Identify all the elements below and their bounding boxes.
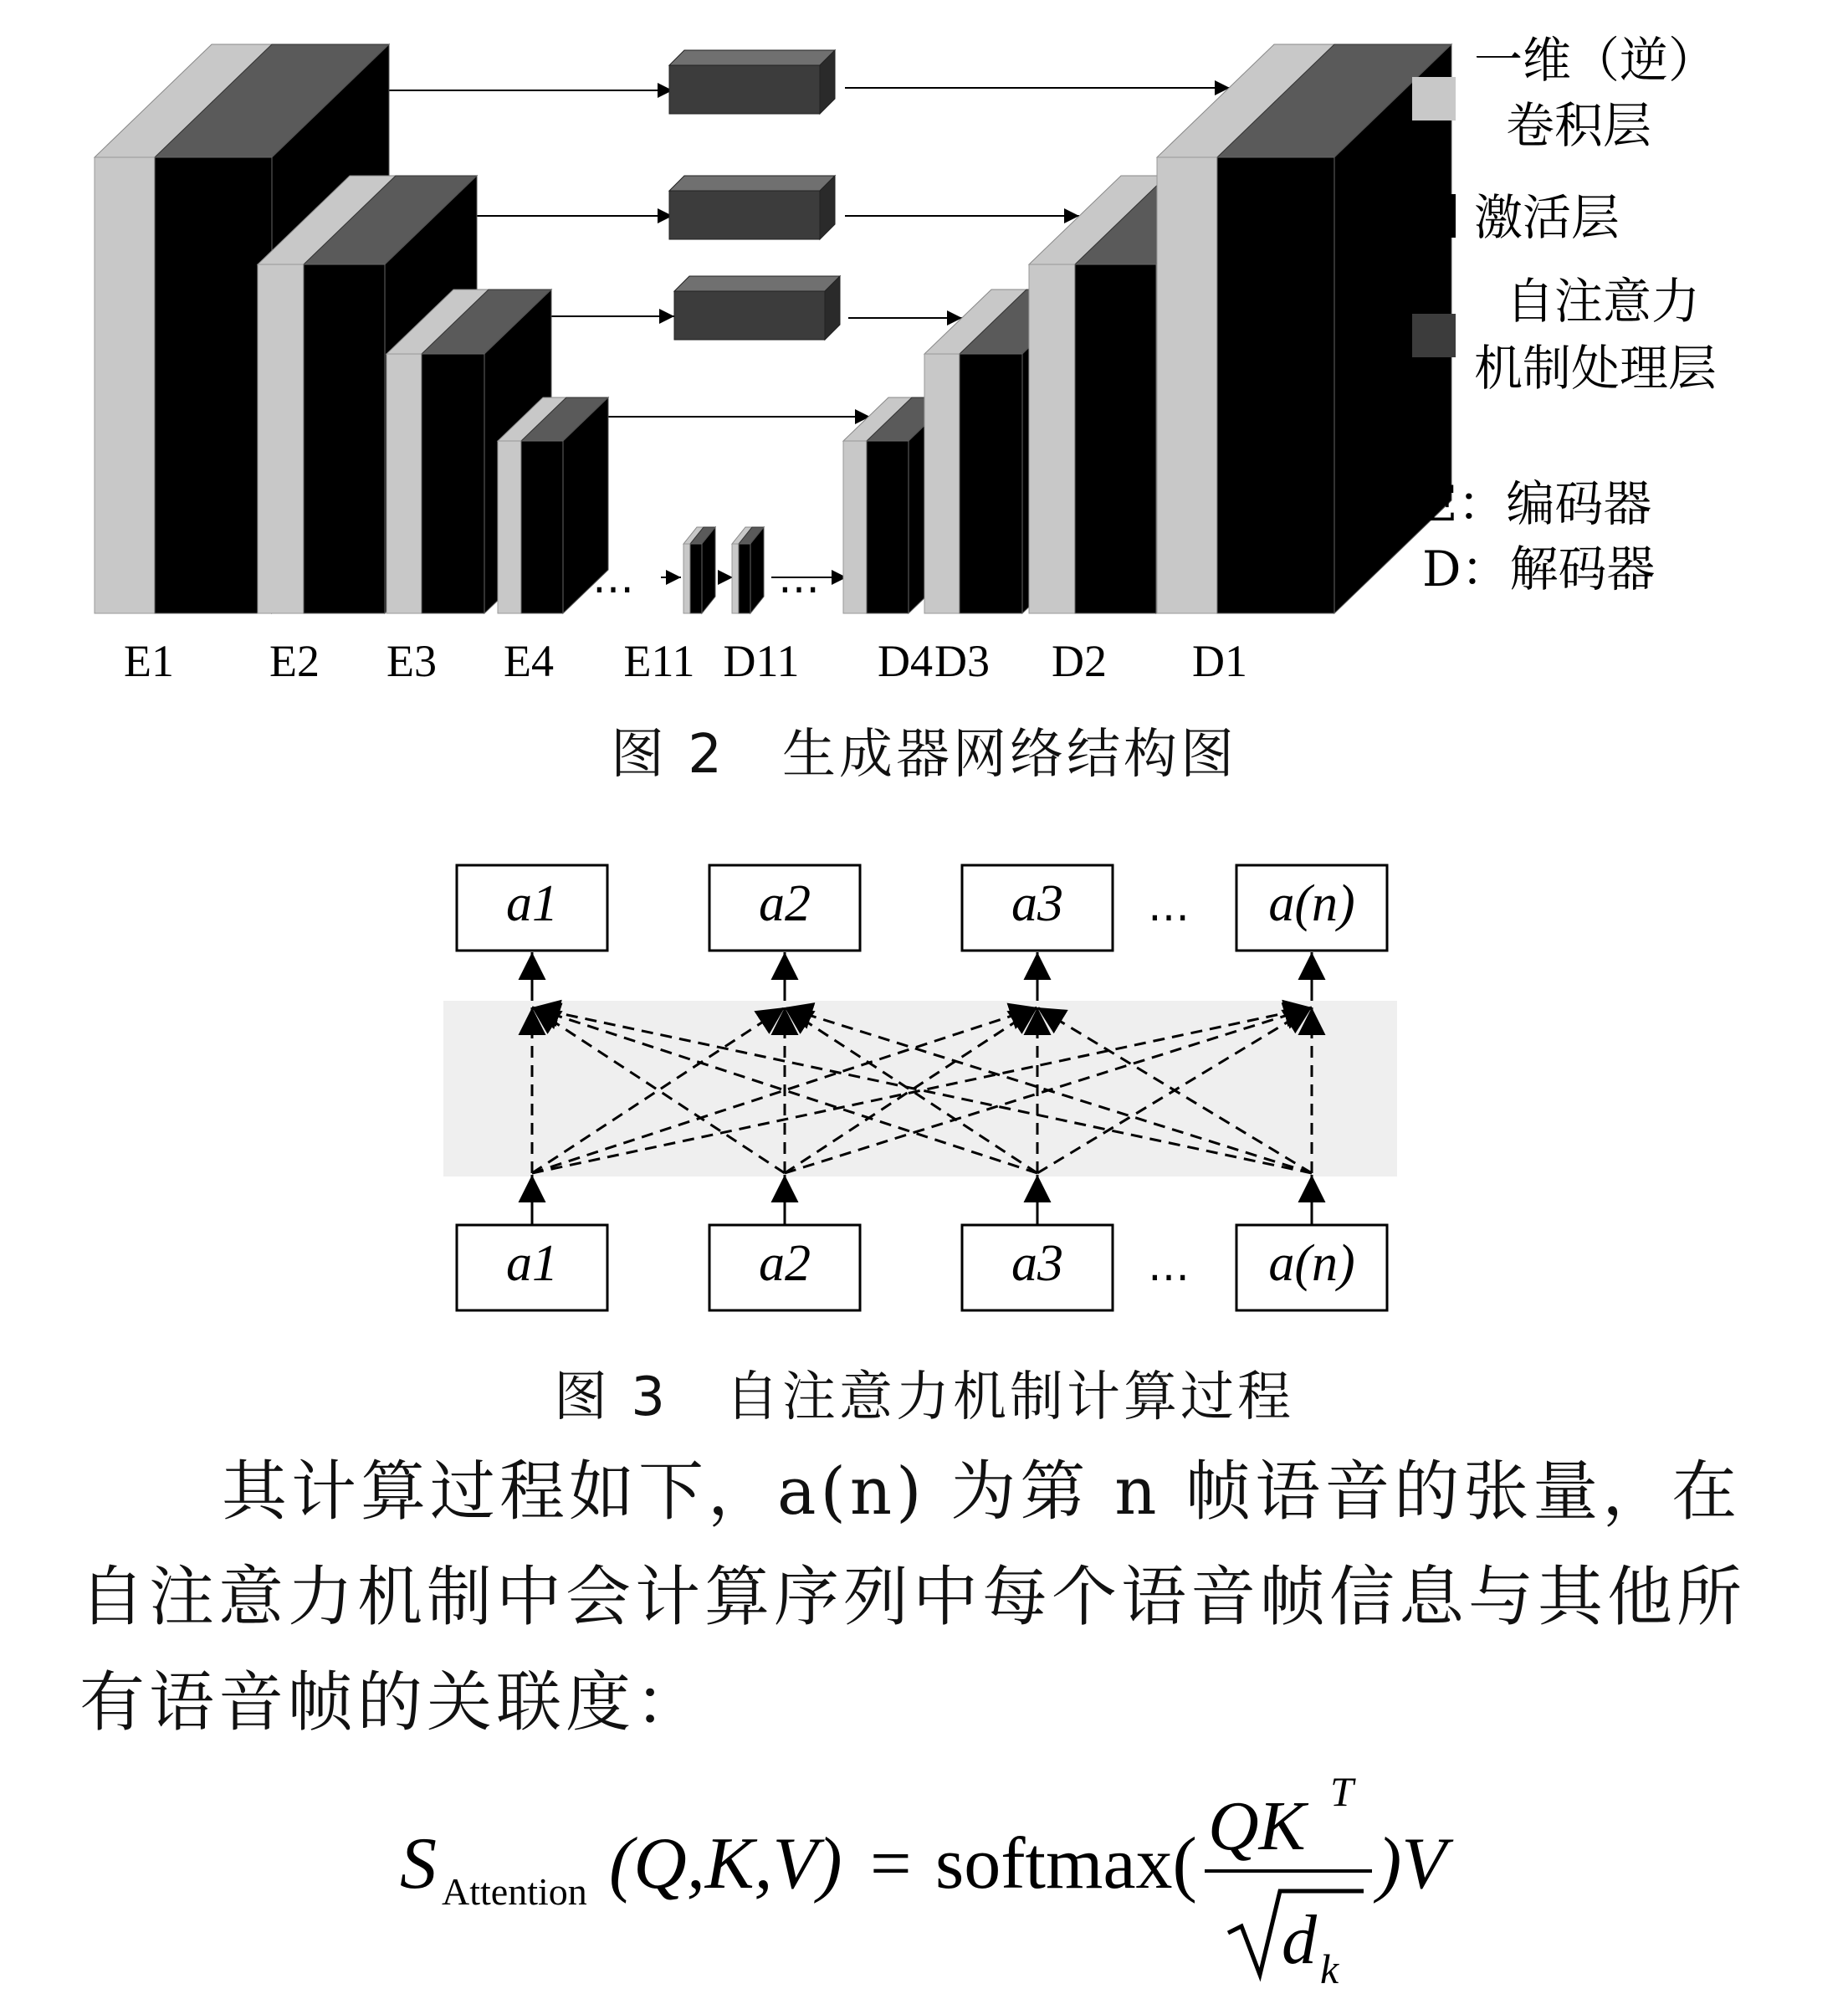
conv-front-face [258,264,304,613]
act-front-face [155,157,272,613]
legend-swatch-act [1412,194,1456,238]
layer-label-E1: E1 [124,636,174,686]
output-node-3 [962,865,1113,951]
act-front-face [521,441,563,613]
attention-front-face [669,65,820,114]
attention-front-face [674,291,825,340]
layer-label-E4: E4 [504,636,554,686]
input-node-label: a(n) [1268,1235,1355,1292]
conv-front-face [843,441,867,613]
output-node-label: a(n) [1268,875,1355,932]
formula-denominator: d [1282,1901,1317,1979]
act-front-face [422,354,484,613]
act-front-face [1217,157,1334,613]
input-node-1 [457,1225,607,1310]
figure-3-caption: 图 3 自注意力机制计算过程 [553,1366,1295,1428]
output-node-4 [1236,865,1387,951]
formula-den-subscript: k [1320,1945,1339,1992]
layer-block-D1 [1157,44,1451,613]
attention-block-2 [669,176,835,239]
generator-network-diagram [0,0,1848,695]
output-node-label: a3 [1011,875,1063,932]
act-front-face [867,441,909,613]
conv-front-face [683,544,690,613]
attention-top-face [669,176,835,191]
conv-front-face [924,354,960,613]
ellipsis-top: … [1148,882,1190,930]
layer-label-D3: D3 [934,636,990,686]
formula-lhs: S [400,1823,437,1904]
conv-front-face [1157,157,1217,613]
layer-block-D11 [732,527,764,613]
conv-front-face [1029,264,1075,613]
output-node-1 [457,865,607,951]
attention-block-3 [674,276,840,340]
body-paragraph: 其计算过程如下，a(n) 为第 n 帧语音的张量，在自注意力机制中会计算序列中每个语音帧信息与其他所有语音帧的关联度： [79,1454,1747,1740]
input-node-4 [1236,1225,1387,1310]
formula-numerator: QK [1208,1787,1306,1865]
layer-label-D2: D2 [1052,636,1107,686]
attention-top-face [669,50,835,65]
formula-eq: = [870,1823,912,1904]
input-node-2 [709,1225,860,1310]
legend-decoder: D：解码器 [1422,541,1656,597]
input-node-label: a2 [759,1235,811,1292]
attention-formula [0,1766,1848,1994]
legend [1412,32,1717,597]
layer-label-E2: E2 [269,636,320,686]
layer-labels [124,636,1247,686]
figure-2-caption: 图 2 生成器网络结构图 [610,724,1238,786]
formula-func: softmax( [935,1823,1197,1904]
act-front-face [1075,264,1156,613]
act-front-face [739,544,750,613]
input-node-label: a3 [1011,1235,1063,1292]
formula-superscript: T [1330,1768,1354,1815]
conv-front-face [95,157,155,613]
ellipsis-bottom: … [1148,1242,1190,1290]
legend-swatch-attn [1412,314,1456,357]
legend-attn-line2: 机制处理层 [1474,340,1717,397]
legend-act: 激活层 [1474,189,1620,246]
act-front-face [304,264,385,613]
input-node-label: a1 [506,1235,558,1292]
attention-front-face [669,191,820,239]
conv-front-face [732,544,739,613]
layer-label-D11: D11 [723,636,800,686]
input-node-3 [962,1225,1113,1310]
layer-label-E3: E3 [386,636,437,686]
attention-top-face [674,276,840,291]
layer-label-E11: E11 [623,636,695,686]
layer-label-D4: D4 [878,636,933,686]
attention-block-1 [669,50,835,114]
legend-swatch-conv [1412,77,1456,120]
formula-args: (Q,K,V) [609,1823,842,1904]
output-node-label: a1 [506,875,558,932]
act-front-face [960,354,1022,613]
attention-blocks [669,50,840,340]
output-node-label: a2 [759,875,811,932]
legend-conv-line1: 一维（逆） [1474,32,1717,89]
formula-subscript: Attention [442,1870,587,1913]
legend-encoder: E：编码器 [1422,475,1652,532]
legend-conv-line2: 卷积层 [1506,97,1652,154]
layer-block-E11 [683,527,715,613]
attention-band [443,1001,1397,1176]
self-attention-diagram [0,837,1848,1356]
output-node-2 [709,865,860,951]
ellipsis-left: … [592,554,634,602]
legend-attn-line1: 自注意力 [1506,273,1701,330]
ellipsis-right: … [778,554,820,602]
formula-tail: )V [1377,1823,1447,1904]
conv-front-face [498,441,521,613]
layer-label-D1: D1 [1192,636,1247,686]
conv-front-face [386,354,422,613]
act-front-face [690,544,702,613]
